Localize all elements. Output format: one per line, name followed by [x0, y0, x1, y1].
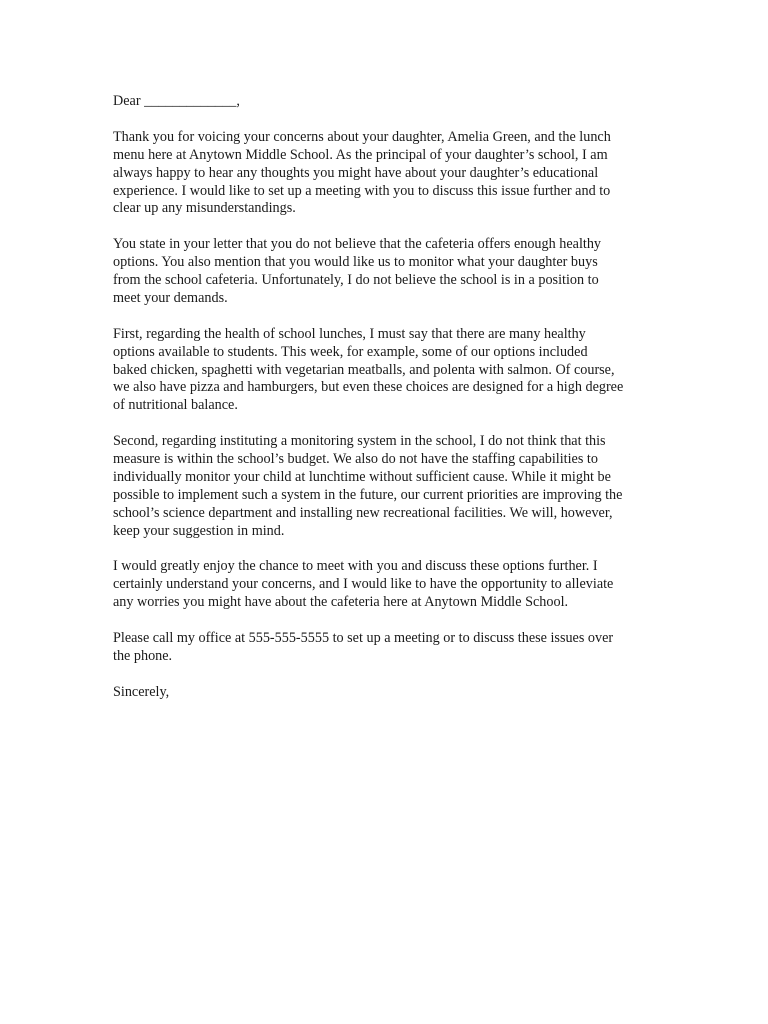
paragraph-line: options. You also mention that you would like us to monitor what your daughter buys: [113, 254, 598, 271]
paragraph-line: from the school cafeteria. Unfortunately, I do not believe the school is in a position to: [113, 272, 599, 289]
paragraph-line: I would greatly enjoy the chance to meet with you and discuss these options further. I: [113, 558, 598, 575]
salutation-line: Dear _____________,: [113, 93, 240, 109]
paragraph-line: meet your demands.: [113, 289, 228, 306]
salutation: [113, 93, 658, 111]
closing-line: Sincerely,: [113, 683, 170, 700]
paragraph-4: [113, 433, 658, 540]
paragraph-line: the phone.: [113, 648, 173, 664]
paragraph-line: measure is within the school’s budget. We also do not have the staffing capabilities to: [113, 451, 598, 468]
paragraph-line: Second, regarding instituting a monitoring system in the school, I do not think that this: [113, 433, 606, 450]
closing: [113, 684, 658, 702]
paragraph-line: school’s science department and installing new recreational facilities. We will, however,: [113, 504, 613, 521]
paragraph-line: of nutritional balance.: [113, 397, 238, 414]
paragraph-line: any worries you might have about the cafeteria here at Anytown Middle School.: [113, 594, 569, 611]
paragraph-line: menu here at Anytown Middle School. As the principal of your daughter’s school, I am: [113, 146, 608, 163]
paragraph-line: keep your suggestion in mind.: [113, 522, 285, 539]
paragraph-line: options available to students. This week, for example, some of our options included: [113, 343, 588, 360]
paragraph-line: Thank you for voicing your concerns about your daughter, Amelia Green, and the lunch: [113, 128, 611, 145]
paragraph-line: possible to implement such a system in the future, our current priorities are improving the: [113, 486, 623, 503]
paragraph-6: [113, 630, 658, 666]
paragraph-3: [113, 326, 658, 416]
paragraph-5: [113, 558, 658, 612]
paragraph-line: clear up any misunderstandings.: [113, 200, 296, 217]
paragraph-line: certainly understand your concerns, and I would like to have the opportunity to alleviate: [113, 576, 614, 593]
paragraph-line: Please call my office at 555-555-5555 to set up a meeting or to discuss these issues over: [113, 630, 614, 647]
paragraph-line: we also have pizza and hamburgers, but even these choices are designed for a high degree: [113, 379, 624, 396]
paragraph-line: always happy to hear any thoughts you might have about your daughter’s educational: [113, 164, 599, 181]
paragraph-line: First, regarding the health of school lunches, I must say that there are many healthy: [113, 325, 586, 342]
paragraph-line: individually monitor your child at lunchtime without sufficient cause. While it might be: [113, 468, 611, 485]
letter-body: [113, 93, 658, 720]
paragraph-line: experience. I would like to set up a meeting with you to discuss this issue further and to: [113, 182, 611, 199]
paragraph-line: baked chicken, spaghetti with vegetarian meatballs, and polenta with salmon. Of course,: [113, 361, 615, 378]
paragraph-2: [113, 236, 658, 308]
paragraph-line: You state in your letter that you do not believe that the cafeteria offers enough healthy: [113, 236, 602, 253]
paragraph-1: [113, 129, 658, 219]
